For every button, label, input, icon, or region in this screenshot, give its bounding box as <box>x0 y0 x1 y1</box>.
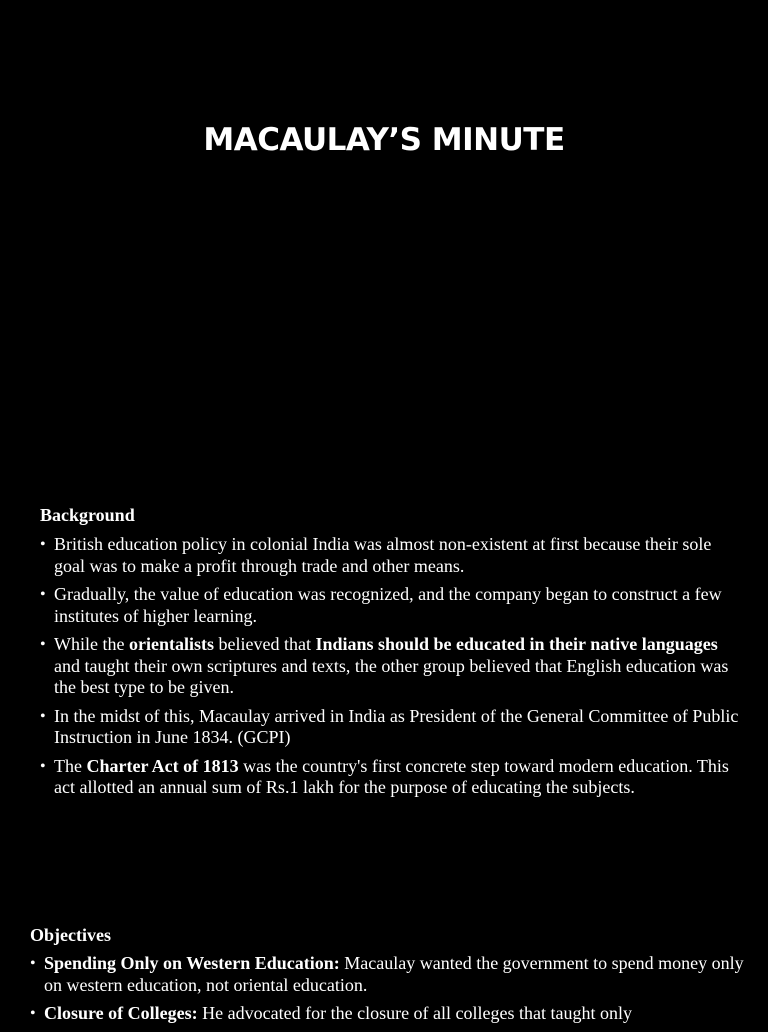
list-item <box>40 534 745 577</box>
bullet-text: The <box>54 755 87 776</box>
bullet-text: While the <box>54 634 129 654</box>
bullet-text: believed that <box>213 634 316 654</box>
page-title: MACAULAY’S MINUTE <box>203 122 565 158</box>
bullet-text: He advocated for the closure of all colleges that taught only <box>197 1003 633 1023</box>
list-item <box>30 1003 750 1025</box>
background-heading: Background <box>40 505 135 525</box>
bullet-text: British education policy in colonial India was almost non-existent at first because their sole goal was to make a profit through trade and other means. <box>54 534 712 576</box>
list-item <box>40 584 745 627</box>
bullet-text: was the country's first concrete step toward modern education. This act allotted an annual sum of Rs.1 lakh for the purpose of educating the subjects. <box>54 755 729 797</box>
objectives-section <box>30 924 750 1032</box>
objectives-heading: Objectives <box>30 925 111 945</box>
list-item <box>30 953 750 996</box>
title-slide <box>0 0 768 480</box>
bullet-text: Macaulay wanted the government to spend money only on western education, not oriental education. <box>44 953 744 995</box>
background-bullet-list <box>40 534 745 799</box>
bold-term-western-education: Spending Only on Western Education: <box>44 953 340 973</box>
bold-term-native-languages: Indians should be educated in their native languages <box>315 634 718 654</box>
bullet-text: In the midst of this, Macaulay arrived in India as President of the General Committee of Public Instruction in June 1834. (GCPI) <box>54 705 739 747</box>
list-item <box>40 706 745 749</box>
bold-term-closure: Closure of Colleges: <box>44 1003 198 1023</box>
bold-term-orientalists: orientalists <box>128 634 214 654</box>
list-item <box>40 634 745 699</box>
list-item <box>40 756 745 799</box>
bold-term-charter-act: Charter Act of 1813 <box>86 755 239 776</box>
bullet-text: and taught their own scriptures and texts, the other group believed that English education was the best type to be given. <box>54 655 729 697</box>
bullet-text: Gradually, the value of education was recognized, and the company began to construct a few institutes of higher learning. <box>54 584 722 626</box>
objectives-bullet-list <box>30 953 750 1025</box>
background-section <box>40 504 745 806</box>
